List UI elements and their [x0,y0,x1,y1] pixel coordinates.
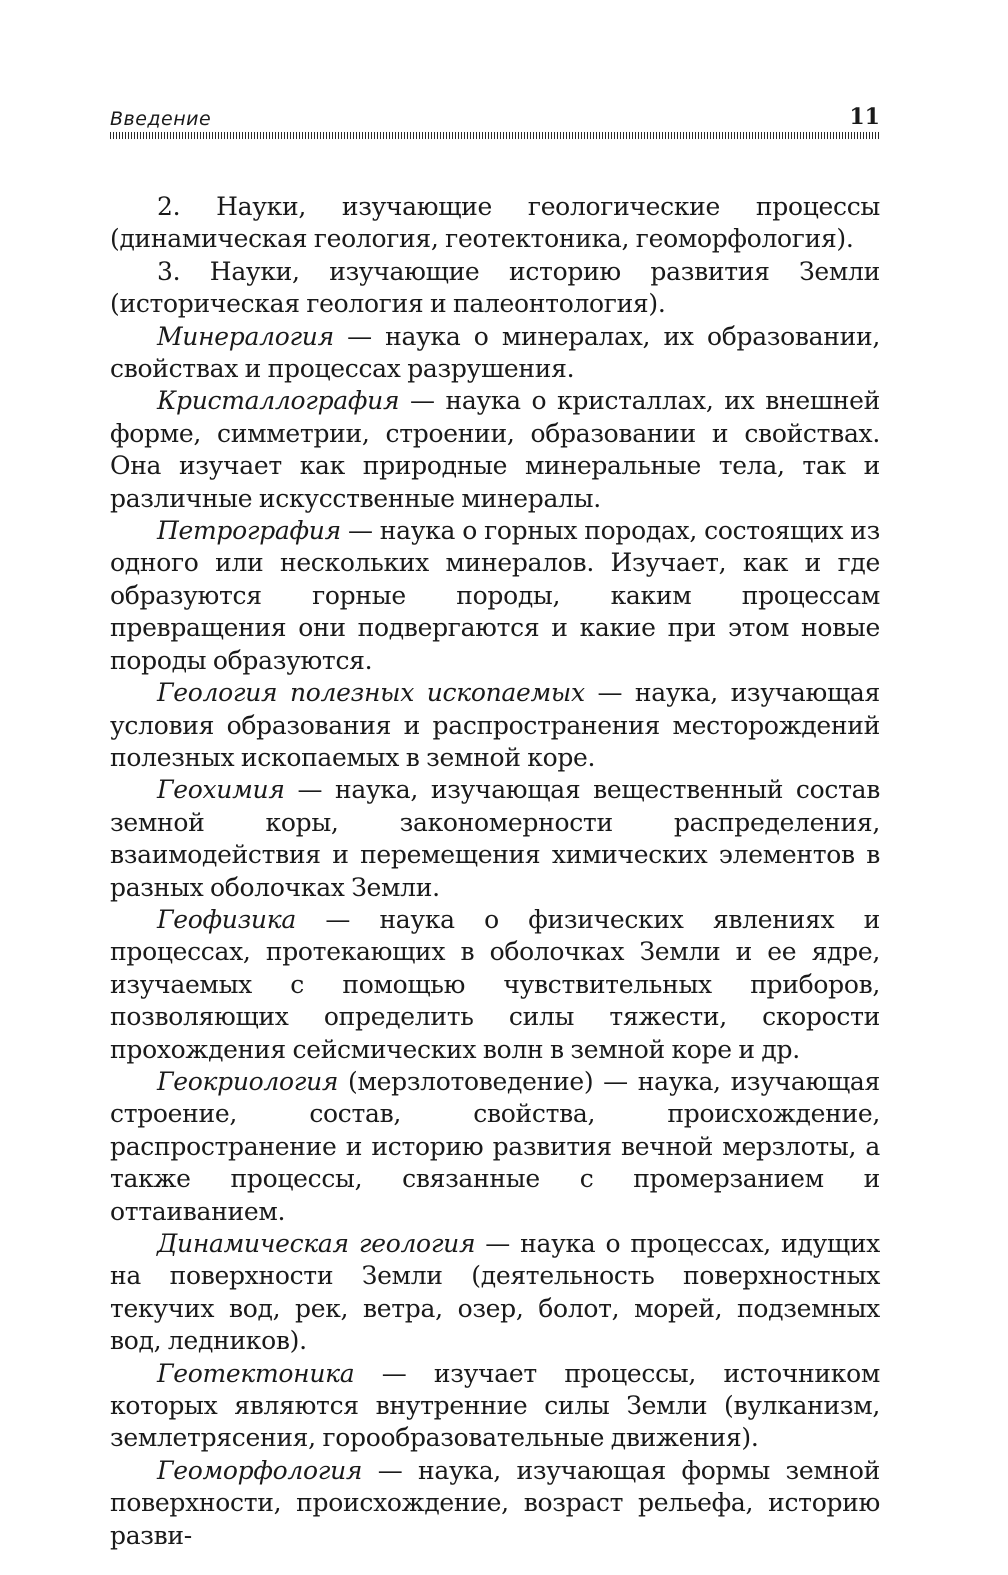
paragraph-text: — наука о процессах, идущих на поверхности Земли (деятельность поверхностных текучих вод, рек, ветра, озер, болот, морей, подземных вод, ледников). [110,1229,880,1356]
paragraph [110,904,880,1066]
paragraph [110,515,880,677]
paragraph [110,1066,880,1228]
term: Геохимия [157,775,285,805]
paragraph-text: — изучает процессы, источником которых являются внутренние силы Земли (вулканизм, землетрясения, горообразовательные движения). [110,1358,880,1453]
term: Геология полезных ископаемых [157,678,585,708]
page-number: 11 [849,104,880,130]
paragraph [110,321,880,386]
term: Геофизика [157,904,296,934]
paragraph-text: — наука о минералах, их образовании, свойствах и процессах разрушения. [110,321,880,384]
paragraph-text: 3. Науки, изучающие историю развития Земли (историческая геология и палеонтология). [110,256,880,319]
paragraph [110,677,880,774]
term: Геотектоника [157,1358,355,1388]
paragraph [110,1455,880,1552]
section-title: Введение [110,108,212,130]
header-rule [110,132,880,139]
paragraph [110,191,880,256]
paragraph-text: — наука о кристаллах, их внешней форме, симметрии, строении, образовании и свойствах. Она изучает как природные минеральные тела, так и различные искусственные минералы. [110,386,880,513]
paragraph [110,774,880,904]
term: Геоморфология [157,1455,363,1485]
term: Петрография [157,516,341,546]
paragraph-text: — наука, изучающая условия образования и распространения месторождений полезных ископаемых в земной коре. [110,678,880,772]
paragraph-text: (мерзлотоведение) — наука, изучающая строение, состав, свойства, происхождение, распространение и историю развития вечной мерзлоты, а также процессы, связанные с промерзанием и оттаиванием. [110,1066,880,1226]
term: Геокриология [157,1066,339,1096]
paragraph-text: — наука, изучающая вещественный состав земной коры, закономерности распределения, взаимодействия и перемещения химических элементов в разных оболочках Земли. [110,775,880,902]
paragraph [110,1228,880,1358]
term: Минералогия [157,321,334,351]
paragraph-text: — наука, изучающая формы земной поверхности, происхождение, возраст рельефа, историю разви- [110,1455,880,1550]
paragraph [110,1358,880,1455]
body-text [110,191,880,1552]
paragraph-text: — наука о физических явлениях и процессах, протекающих в оболочках Земли и ее ядре, изучаемых с помощью чувствительных приборов, позволяющих определить силы тяжести, скорости прохождения сейсмических волн в земной коре и др. [110,904,880,1064]
paragraph [110,385,880,515]
term: Динамическая геология [157,1229,476,1258]
book-page [110,100,880,1552]
paragraph-text: 2. Науки, изучающие геологические процессы (динамическая геология, геотектоника, геоморфология). [110,192,880,254]
term: Кристаллография [157,386,400,416]
paragraph [110,256,880,321]
paragraph-text: — наука о горных породах, состоящих из одного или нескольких минералов. Изучает, как и где образуются горные породы, каким процессам превращения они подвергаются и какие при этом новые породы образуются. [110,516,880,675]
running-head [110,100,880,130]
